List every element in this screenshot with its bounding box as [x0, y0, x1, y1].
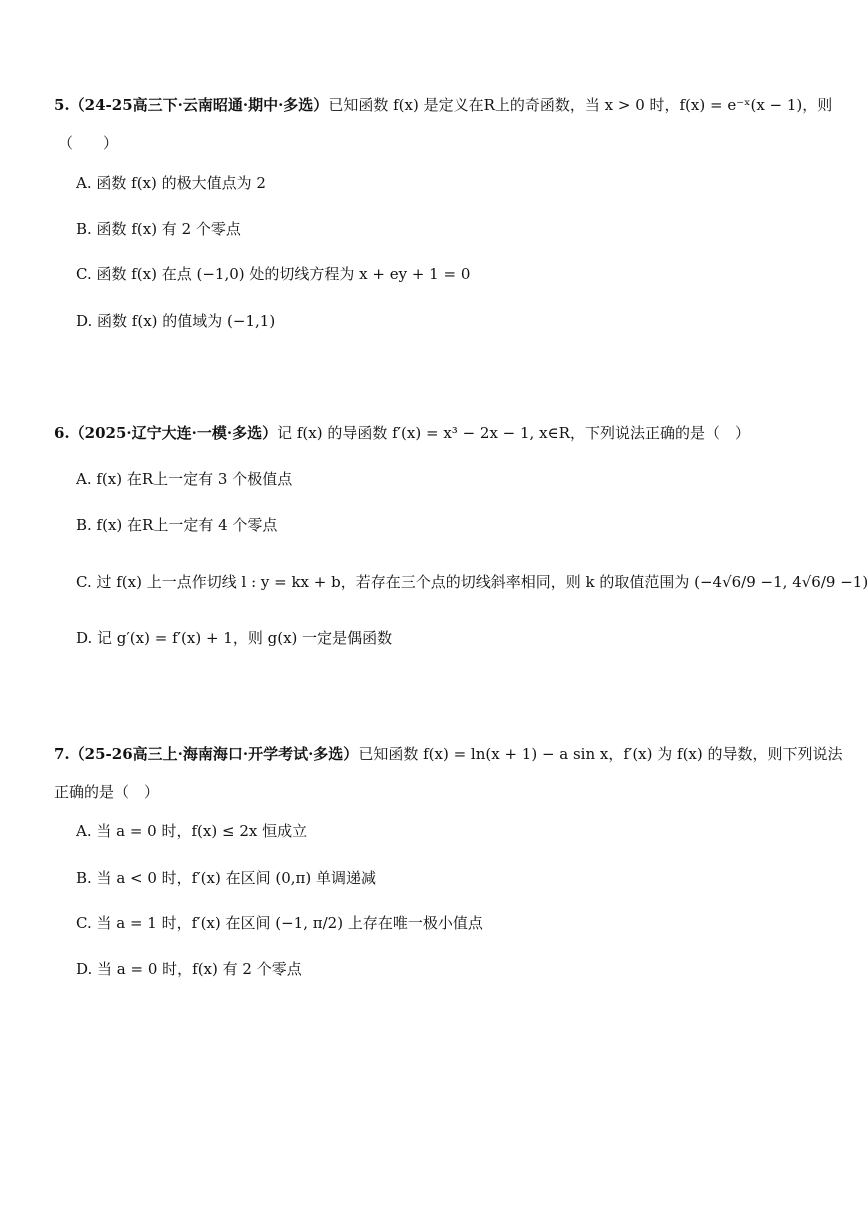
- question-7-stem-continued: 正确的是（ ）: [54, 783, 160, 801]
- question-5-header: 5.（24-25高三下·云南昭通·期中·多选）: [54, 96, 329, 114]
- question-7-option-c: C. 当 a = 1 时，f′(x) 在区间 (−1, π/2) 上存在唯一极小值点: [76, 914, 483, 932]
- question-6-stem-line: [54, 422, 750, 444]
- question-6-option-c: C. 过 f(x) 上一点作切线 l : y = kx + b，若存在三个点的切线斜率相同，则 k 的取值范围为 (−4√6/9 −1, 4√6/9 −1): [76, 573, 868, 591]
- question-5-answer-blank: （ ）: [58, 134, 119, 152]
- question-7-option-b: B. 当 a < 0 时，f′(x) 在区间 (0,π) 单调递减: [76, 869, 376, 887]
- question-6-option-b: B. f(x) 在R上一定有 4 个零点: [76, 516, 278, 534]
- question-6-stem: 记 f(x) 的导函数 f′(x) = x³ − 2x − 1, x∈R，下列说法正确的是（ ）: [277, 424, 750, 442]
- question-5-option-b: B. 函数 f(x) 有 2 个零点: [76, 220, 241, 238]
- question-6-header: 6.（2025·辽宁大连·一模·多选）: [54, 424, 278, 442]
- question-6-option-a: A. f(x) 在R上一定有 3 个极值点: [76, 470, 293, 488]
- question-7-header: 7.（25-26高三上·海南海口·开学考试·多选）: [54, 745, 359, 763]
- question-7-stem: 已知函数 f(x) = ln(x + 1) − a sin x，f′(x) 为 f(x) 的导数，则下列说法: [358, 745, 843, 763]
- question-5-stem: 已知函数 f(x) 是定义在R上的奇函数，当 x > 0 时，f(x) = e⁻ˣ(x − 1)，则: [328, 96, 833, 114]
- question-7-option-a: A. 当 a = 0 时，f(x) ≤ 2x 恒成立: [76, 822, 308, 840]
- question-5-option-a: A. 函数 f(x) 的极大值点为 2: [76, 174, 266, 192]
- question-5-option-d: D. 函数 f(x) 的值域为 (−1,1): [76, 312, 276, 330]
- question-5-stem-line: [54, 94, 832, 116]
- question-6-option-d: D. 记 g′(x) = f′(x) + 1，则 g(x) 一定是偶函数: [76, 629, 393, 647]
- question-7-stem-line: [54, 743, 843, 765]
- question-5-option-c: C. 函数 f(x) 在点 (−1,0) 处的切线方程为 x + ey + 1 = 0: [76, 265, 471, 283]
- question-7-option-d: D. 当 a = 0 时，f(x) 有 2 个零点: [76, 960, 302, 978]
